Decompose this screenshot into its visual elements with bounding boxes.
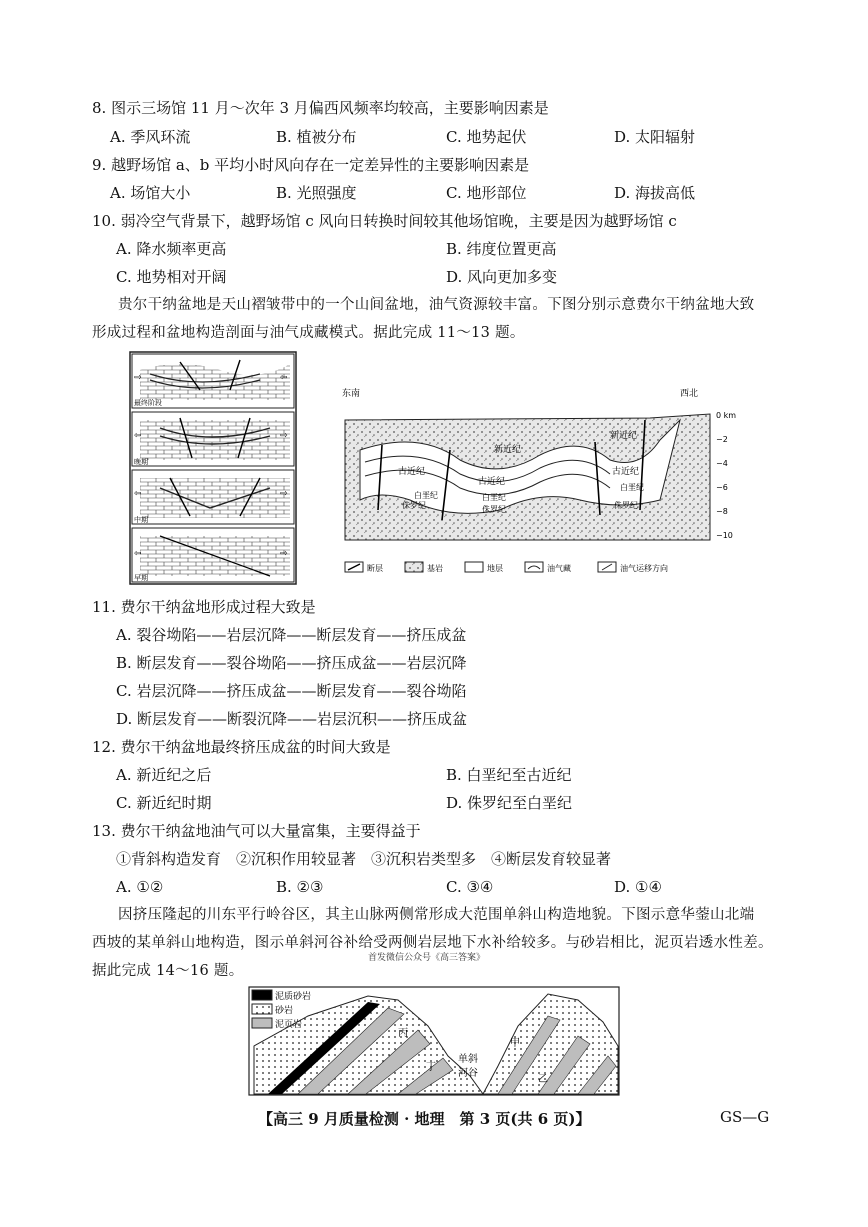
label-bing: 丙 [398, 1028, 408, 1039]
layer-neogene-center: 新近纪 [494, 445, 522, 455]
q13-option-a: A. ①② [116, 878, 164, 896]
q13-option-c: C. ③④ [446, 878, 494, 896]
q8-option-c: C. 地势起伏 [446, 128, 527, 146]
layer-jurassic-right: 侏罗纪 [614, 501, 638, 510]
direction-northwest: 西北 [680, 389, 699, 399]
q13-option-d: D. ①④ [614, 878, 662, 896]
passage1-line1: 贵尔干纳盆地是天山褶皱带中的一个山间盆地，油气资源较丰富。下图分别示意费尔干纳盆地大致 [118, 297, 755, 313]
page-footer: 【高三 9 月质量检测 · 地理 第 3 页(共 6 页)】 [258, 1110, 591, 1128]
layer-paleogene-right: 古近纪 [612, 467, 640, 477]
q12-option-b: B. 白垩纪至古近纪 [446, 766, 572, 784]
q12-option-d: D. 侏罗纪至白垩纪 [446, 794, 573, 812]
q10-option-a: A. 降水频率更高 [116, 240, 227, 258]
basin-profile [342, 387, 736, 573]
passage1-line2: 形成过程和盆地构造剖面与油气成藏模式。据此完成 11～13 题。 [92, 325, 525, 341]
q10-option-d: D. 风向更加多变 [446, 268, 558, 286]
stage-middle-label: 中期 [134, 516, 148, 524]
stage-late-panel [132, 412, 294, 466]
q9-option-c: C. 地形部位 [446, 184, 527, 202]
q11-option-d: D. 断层发育——断裂沉降——岩层沉积——挤压成盆 [116, 710, 468, 728]
depth-tick-10: −10 [716, 531, 733, 540]
layer-jurassic-center: 侏罗纪 [482, 505, 506, 514]
label-valley: 河谷 [458, 1068, 478, 1079]
passage2-line1: 因挤压隆起的川东平行岭谷区，其主山脉两侧常形成大范围单斜山构造地貌。下图示意华蓥山北端 [118, 907, 755, 923]
layer-cretaceous-right: 白垩纪 [620, 483, 644, 492]
passage2-line2: 西坡的某单斜山地构造，图示单斜河谷补给受两侧岩层地下水补给较多。与砂岩相比，泥页岩透水性差。 [92, 935, 773, 951]
q10-option-b: B. 纬度位置更高 [446, 240, 557, 258]
direction-southeast: 东南 [342, 389, 361, 399]
layer-cretaceous-center: 白垩纪 [482, 493, 506, 502]
stage-late-label: 晚期 [134, 458, 148, 466]
svg-text:⇦: ⇦ [134, 431, 142, 441]
depth-tick-6: −6 [716, 483, 728, 492]
svg-text:⇦: ⇦ [280, 373, 288, 383]
q11-option-c: C. 岩层沉降——挤压成盆——断层发育——裂谷坳陷 [116, 682, 467, 700]
layer-cretaceous-left: 白垩纪 [414, 491, 438, 500]
stage-early-label: 早期 [134, 574, 148, 582]
stage-final-label: 最终阶段 [134, 399, 162, 407]
basin-figure [120, 350, 750, 590]
stage-early-panel [132, 528, 294, 582]
layer-paleogene-center: 古近纪 [478, 477, 506, 487]
q10-option-c: C. 地势相对开阔 [116, 268, 227, 286]
monocline-figure [248, 986, 620, 1096]
layer-paleogene-left: 古近纪 [398, 467, 426, 477]
q12-option-c: C. 新近纪时期 [116, 794, 212, 812]
q13-stem: 13. 费尔干纳盆地油气可以大量富集，主要得益于 [92, 822, 421, 840]
svg-text:⇦: ⇦ [134, 489, 142, 499]
legend-migration: 油气运移方向 [620, 564, 668, 573]
q9-option-d: D. 海拔高低 [614, 184, 696, 202]
stage-final-panel [132, 354, 294, 408]
q8-option-b: B. 植被分布 [276, 128, 357, 146]
svg-text:⇦: ⇦ [134, 549, 142, 559]
paper-code: GS—G [720, 1108, 770, 1126]
q12-stem: 12. 费尔干纳盆地最终挤压成盆的时间大致是 [92, 738, 391, 756]
label-yi: 乙 [538, 1074, 548, 1085]
label-monocline: 单斜 [458, 1054, 478, 1065]
q11-stem: 11. 费尔干纳盆地形成过程大致是 [92, 598, 316, 616]
depth-tick-4: −4 [716, 459, 728, 468]
depth-tick-2: −2 [716, 435, 728, 444]
layer-jurassic-left: 侏罗纪 [402, 501, 426, 510]
legend-sandstone: 砂岩 [275, 1006, 294, 1016]
layer-neogene-right: 新近纪 [610, 431, 638, 441]
q13-statements: ①背斜构造发育 ②沉积作用较显著 ③沉积岩类型多 ④断层发育较显著 [116, 850, 612, 868]
svg-text:⇨: ⇨ [280, 489, 288, 499]
svg-text:⇨: ⇨ [280, 431, 288, 441]
stage-panels [130, 352, 296, 584]
q8-option-a: A. 季风环流 [110, 128, 191, 146]
svg-text:⇨: ⇨ [280, 549, 288, 559]
q9-stem: 9. 越野场馆 a、b 平均小时风向存在一定差异性的主要影响因素是 [92, 156, 530, 174]
q11-option-a: A. 裂谷坳陷——岩层沉降——断层发育——挤压成盆 [116, 626, 467, 644]
q10-stem: 10. 弱冷空气背景下，越野场馆 c 风向日转换时间较其他场馆晚，主要是因为越野场馆 c [92, 212, 677, 230]
stage-middle-panel [132, 470, 294, 524]
legend-reservoir: 油气藏 [547, 564, 571, 573]
depth-tick-0: 0 km [716, 411, 737, 420]
watermark: 首发微信公众号《高三答案》 [368, 953, 486, 963]
q9-option-a: A. 场馆大小 [110, 184, 191, 202]
q11-option-b: B. 断层发育——裂谷坳陷——挤压成盆——岩层沉降 [116, 654, 467, 672]
label-ding: 丁 [426, 1062, 436, 1073]
legend-shale: 泥页岩 [275, 1020, 303, 1030]
legend-strata: 地层 [487, 564, 503, 573]
legend-fault: 断层 [367, 564, 383, 573]
label-jia: 甲 [510, 1038, 520, 1049]
legend-bedrock: 基岩 [427, 564, 443, 573]
legend-muddy-sandstone: 泥质砂岩 [275, 992, 312, 1002]
depth-tick-8: −8 [716, 507, 728, 516]
q8-stem: 8. 图示三场馆 11 月～次年 3 月偏西风频率均较高，主要影响因素是 [92, 99, 549, 117]
q9-option-b: B. 光照强度 [276, 184, 357, 202]
q12-option-a: A. 新近纪之后 [116, 766, 212, 784]
q8-option-d: D. 太阳辐射 [614, 128, 696, 146]
svg-text:⇨: ⇨ [134, 373, 142, 383]
profile-legend [345, 562, 668, 573]
passage2-line3: 据此完成 14～16 题。 [92, 963, 244, 979]
q13-option-b: B. ②③ [276, 878, 324, 896]
